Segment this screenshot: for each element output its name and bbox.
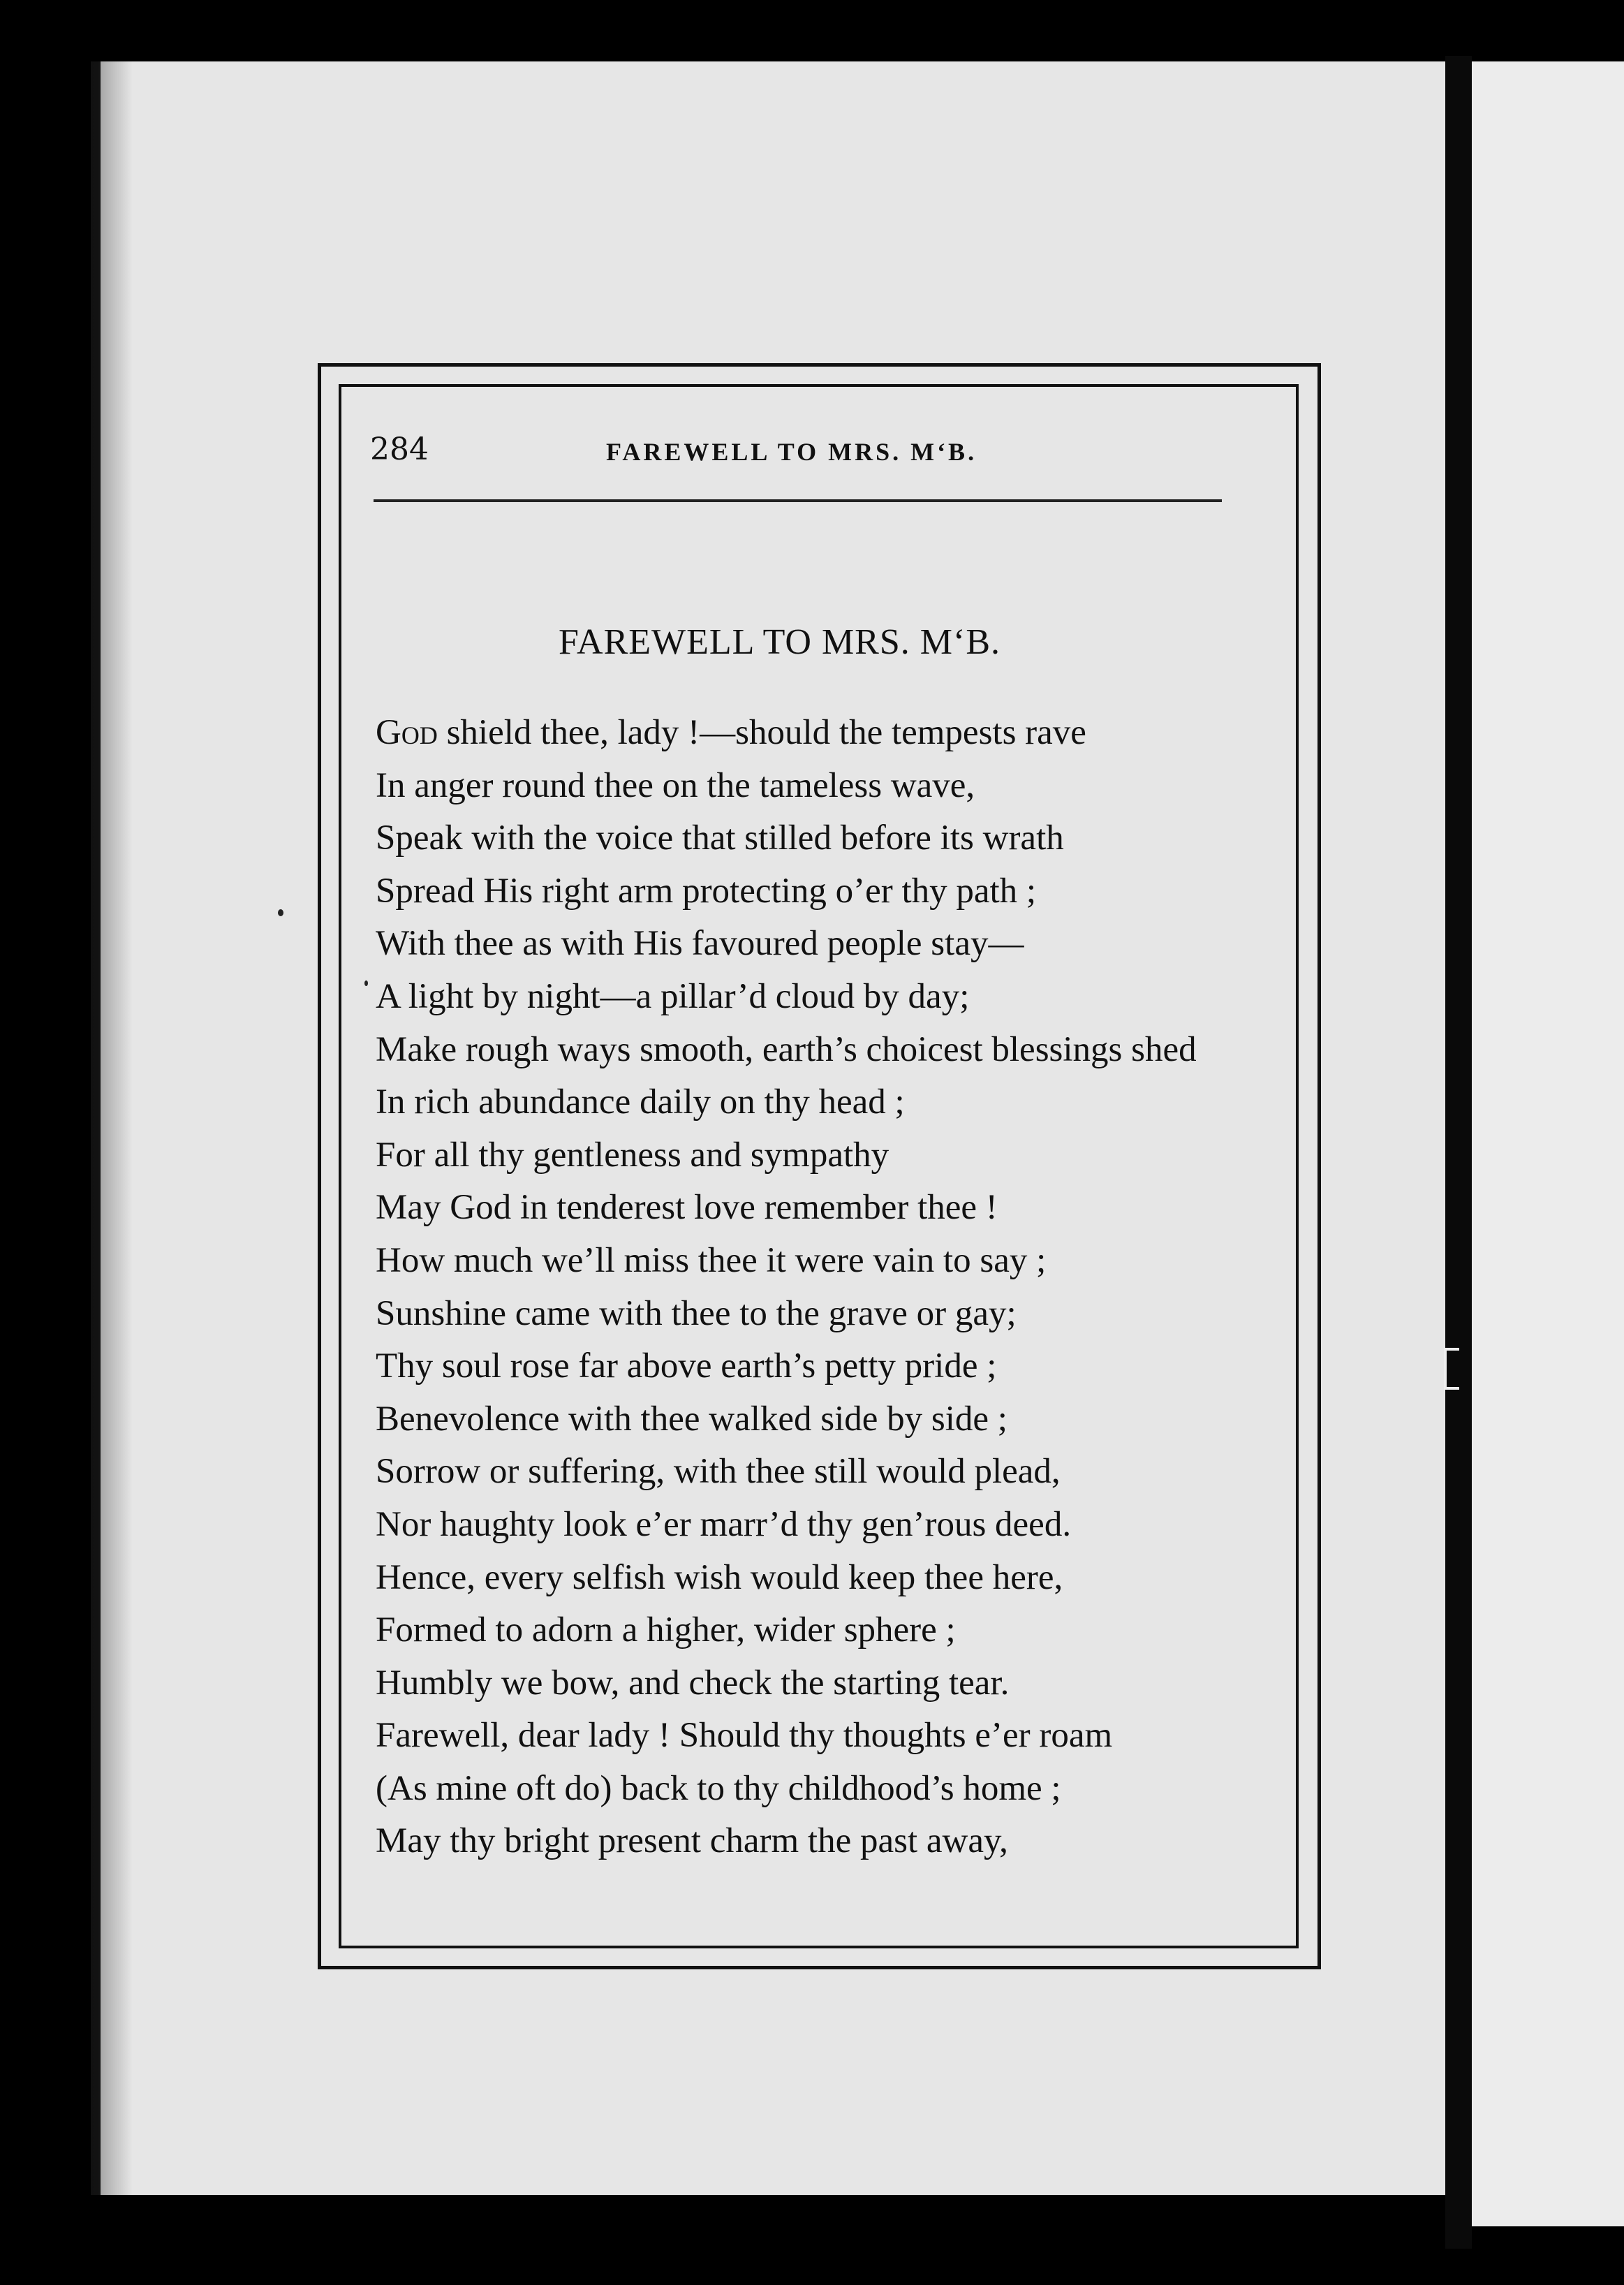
poem-body xyxy=(376,707,1283,1868)
poem-line: In rich abundance daily on thy head ; xyxy=(376,1082,905,1122)
poem-line: Benevolence with thee walked side by side ; xyxy=(376,1399,1007,1439)
poem-line: (As mine oft do) back to thy childhood’s home ; xyxy=(376,1768,1061,1808)
poem-line: Formed to adorn a higher, wider sphere ; xyxy=(376,1610,956,1650)
page-number: 284 xyxy=(370,432,429,467)
poem-line: Nor haughty look e’er marr’d thy gen’rous deed. xyxy=(376,1504,1072,1544)
header-rule xyxy=(374,499,1222,502)
margin-speck xyxy=(278,909,283,916)
poem-line: For all thy gentleness and sympathy xyxy=(376,1135,889,1175)
poem-line: In anger round thee on the tameless wave, xyxy=(376,765,975,805)
poem-line: May thy bright present charm the past away, xyxy=(376,1821,1008,1861)
gutter xyxy=(1445,56,1472,2249)
poem-line: Sorrow or suffering, with thee still would plead, xyxy=(376,1452,1061,1492)
poem-line: Humbly we bow, and check the starting tear. xyxy=(376,1663,1010,1703)
margin-speck xyxy=(364,980,368,986)
poem-title: FAREWELL TO MRS. M‘B. xyxy=(559,622,1001,662)
poem-line: May God in tenderest love remember thee ! xyxy=(376,1188,998,1228)
initial-word: God xyxy=(376,713,438,752)
poem-line: Speak with the voice that stilled before its wrath xyxy=(376,818,1064,858)
poem-line xyxy=(376,707,1283,760)
edge-mark xyxy=(1444,1348,1459,1390)
running-title: FAREWELL TO MRS. M‘B. xyxy=(606,438,977,466)
first-line-text: shield thee, lady !—should the tempests rave xyxy=(437,713,1086,752)
poem-line: A light by night—a pillar’d cloud by day; xyxy=(376,976,970,1016)
page-binding-shadow xyxy=(91,61,133,2195)
poem-line: Spread His right arm protecting o’er thy path ; xyxy=(376,871,1037,911)
poem-line: Farewell, dear lady ! Should thy thoughts e’er roam xyxy=(376,1716,1113,1756)
poem-line: How much we’ll miss thee it were vain to say ; xyxy=(376,1240,1047,1280)
poem-line: Hence, every selfish wish would keep thee here, xyxy=(376,1557,1063,1597)
poem-line: Sunshine came with thee to the grave or gay; xyxy=(376,1293,1017,1333)
running-head xyxy=(370,432,1222,473)
poem-line: Make rough ways smooth, earth’s choicest blessings shed xyxy=(376,1029,1197,1069)
poem-line: With thee as with His favoured people stay— xyxy=(376,924,1024,964)
facing-page-edge xyxy=(1472,61,1624,2226)
poem-line: Thy soul rose far above earth’s petty pride ; xyxy=(376,1346,997,1386)
